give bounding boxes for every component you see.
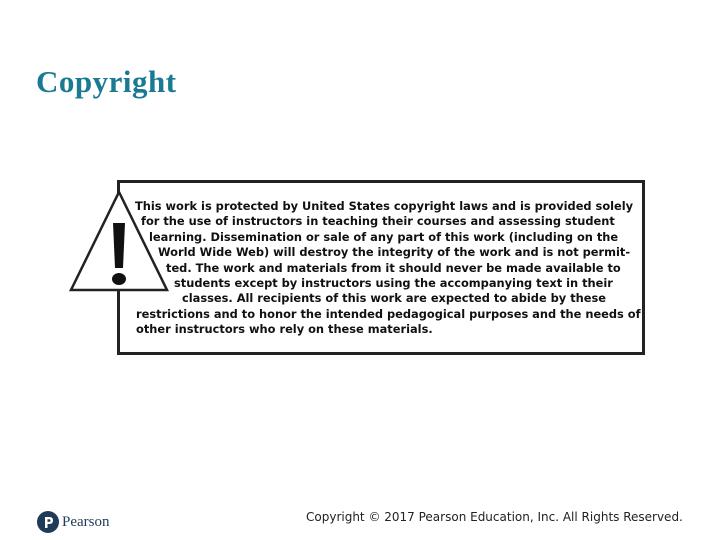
- notice-line: restrictions and to honor the intended pedagogical purposes and the needs of: [136, 306, 641, 321]
- copyright-notice-text: [132, 199, 641, 338]
- notice-line: This work is protected by United States copyright laws and is provided solely: [135, 199, 634, 213]
- slide-title: Copyright: [36, 64, 177, 99]
- pearson-wordmark: Pearson: [62, 513, 110, 530]
- footer-copyright: Copyright © 2017 Pearson Education, Inc. All Rights Reserved.: [306, 510, 683, 524]
- notice-line: for the use of instructors in teaching their courses and assessing student: [141, 214, 615, 229]
- notice-line: World Wide Web) will destroy the integrity of the work and is not permit-: [158, 245, 631, 260]
- pearson-logo: [37, 510, 110, 534]
- notice-line: classes. All recipients of this work are expected to abide by these: [182, 291, 606, 306]
- notice-line: other instructors who rely on these materials.: [136, 322, 433, 337]
- notice-line: learning. Dissemination or sale of any part of this work (including on the: [149, 229, 619, 244]
- notice-line: ted. The work and materials from it should never be made available to: [166, 260, 621, 275]
- pearson-logo-icon: [37, 511, 59, 533]
- notice-line: students except by instructors using the accompanying text in their: [174, 275, 613, 290]
